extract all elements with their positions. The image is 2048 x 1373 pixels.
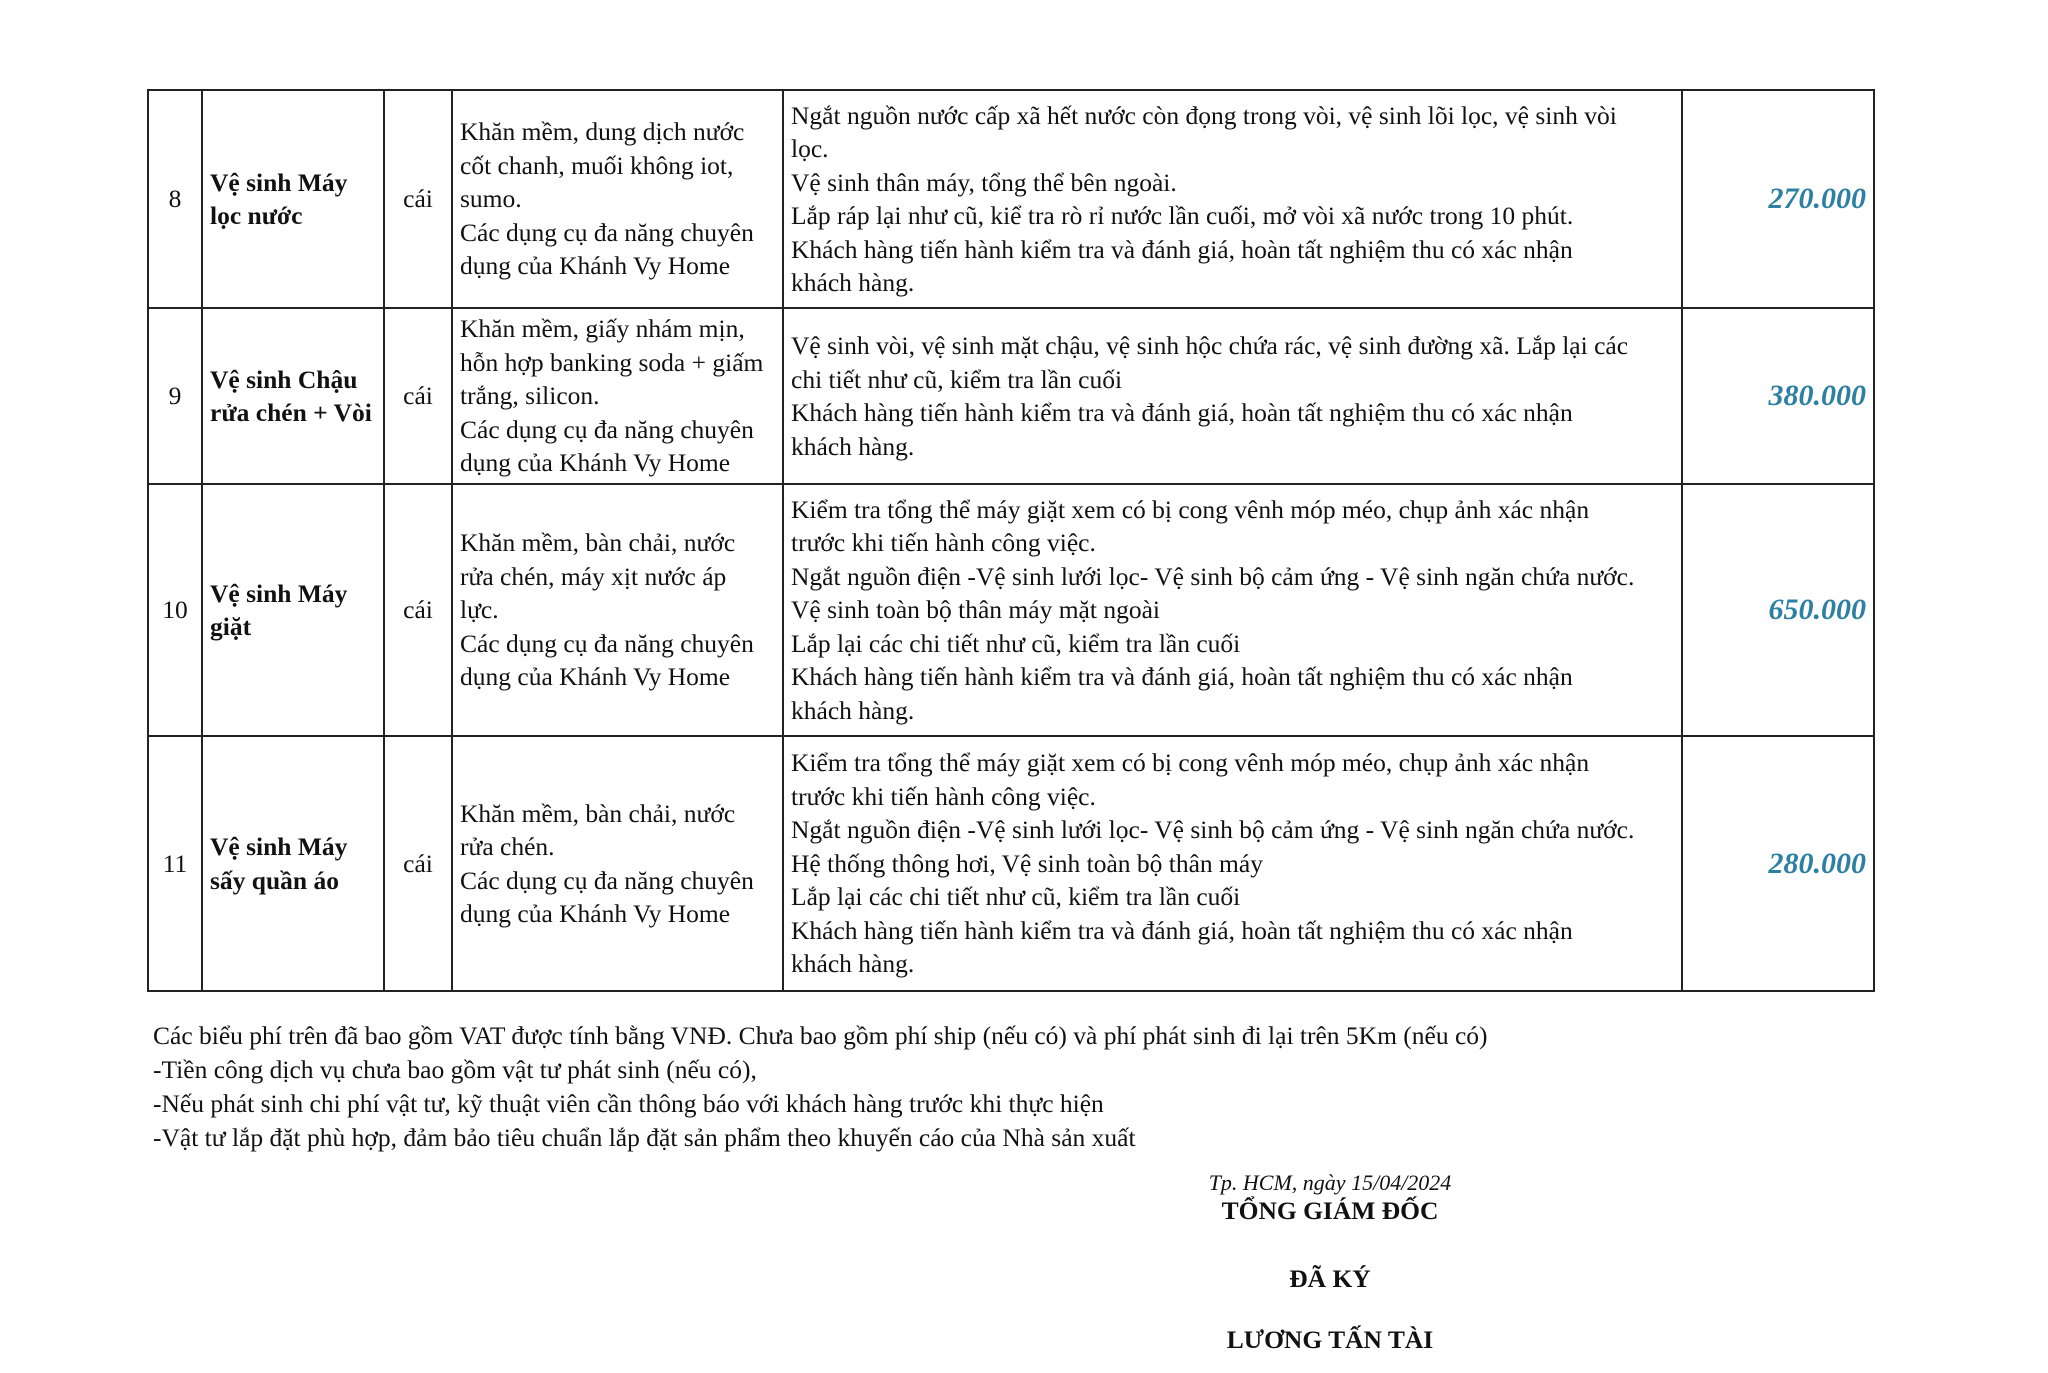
unit: cái [384,736,452,991]
description [783,308,1682,484]
materials [452,90,783,308]
materials-line: rửa chén. [460,832,555,861]
price-table [147,89,1875,992]
service-name [202,484,384,736]
materials-line: hỗn hợp banking soda + giấm [460,347,764,377]
description-line: Ngắt nguồn điện -Vệ sinh lưới lọc- Vệ sinh bộ cảm ứng - Vệ sinh ngăn chứa nước. [791,815,1635,845]
service-name-line: Vệ sinh Máy [210,578,348,608]
unit: cái [384,308,452,484]
unit: cái [384,484,452,736]
signature-place-date: Tp. HCM, ngày 15/04/2024 [1208,1170,1452,1195]
description-line: khách hàng. [791,431,915,461]
materials-line: rửa chén, máy xịt nước áp [460,561,727,591]
description-line: Khách hàng tiến hành kiểm tra và đánh giá, hoàn tất nghiệm thu có xác nhận [791,234,1573,264]
description-line: Vệ sinh vòi, vệ sinh mặt chậu, vệ sinh hộc chứa rác, vệ sinh đường xã. Lắp lại các [791,331,1629,360]
notes [153,1019,1488,1155]
table-row [148,308,1874,484]
materials-line: trắng, silicon. [460,381,600,411]
description-line: Khách hàng tiến hành kiểm tra và đánh giá, hoàn tất nghiệm thu có xác nhận [791,915,1573,945]
materials-line: Các dụng cụ đa năng chuyên [460,414,754,444]
description-line: khách hàng. [791,268,915,297]
service-name [202,736,384,991]
price: 270.000 [1682,90,1874,308]
materials-line: dụng của Khánh Vy Home [460,251,731,281]
description-line: lọc. [791,134,829,163]
description-line: Vệ sinh toàn bộ thân máy mặt ngoài [791,595,1160,625]
description-line: Vệ sinh thân máy, tổng thể bên ngoài. [791,167,1177,197]
row-number: 8 [148,90,202,308]
description-line: Khách hàng tiến hành kiểm tra và đánh giá, hoàn tất nghiệm thu có xác nhận [791,398,1573,427]
service-name-line: Vệ sinh Máy [210,832,348,861]
description [783,736,1682,991]
service-name-line: lọc nước [210,201,303,230]
note-line: -Nếu phát sinh chi phí vật tư, kỹ thuật viên cần thông báo với khách hàng trước khi thực hiện [153,1089,1104,1118]
materials-line: lực. [460,595,499,625]
description-line: Ngắt nguồn nước cấp xã hết nước còn đọng trong vòi, vệ sinh lõi lọc, vệ sinh vòi [791,100,1617,130]
description [783,484,1682,736]
table-row [148,736,1874,991]
materials [452,308,783,484]
description-line: khách hàng. [791,949,915,979]
note-line: -Tiền công dịch vụ chưa bao gồm vật tư phát sinh (nếu có), [153,1055,757,1084]
service-name-line: giặt [210,612,252,641]
service-name [202,90,384,308]
service-name-line: Vệ sinh Máy [210,167,348,197]
price: 380.000 [1682,308,1874,484]
description-line: trước khi tiến hành công việc. [791,781,1096,811]
table-row [148,90,1874,308]
note-line: -Vật tư lắp đặt phù hợp, đảm bảo tiêu chuẩn lắp đặt sản phẩm theo khuyến cáo của Nhà sản xuất [153,1123,1136,1152]
description-line: Lắp ráp lại như cũ, kiể tra rò rỉ nước lần cuối, mở vòi xã nước trong 10 phút. [791,201,1574,230]
row-number: 9 [148,308,202,484]
note-line: Các biểu phí trên đã bao gồm VAT được tính bằng VNĐ. Chưa bao gồm phí ship (nếu có) và phí phát sinh đi lại trên 5Km (nếu có) [153,1021,1488,1050]
materials [452,484,783,736]
row-number: 10 [148,484,202,736]
description-line: Ngắt nguồn điện -Vệ sinh lưới lọc- Vệ sinh bộ cảm ứng - Vệ sinh ngăn chứa nước. [791,561,1635,591]
service-name [202,308,384,484]
signature-name: LƯƠNG TẤN TÀI [1226,1325,1434,1354]
description [783,90,1682,308]
materials-line: Khăn mềm, giấy nhám mịn, [460,314,745,344]
materials-line: dụng của Khánh Vy Home [460,448,731,478]
materials-line: sumo. [460,184,522,214]
description-line: Hệ thống thông hơi, Vệ sinh toàn bộ thân máy [791,848,1263,878]
materials [452,736,783,991]
description-line: khách hàng. [791,695,915,725]
signature-title: TỔNG GIÁM ĐỐC [1221,1196,1439,1225]
materials-line: Khăn mềm, dung dịch nước [460,117,745,147]
signature-signed: ĐÃ KÝ [1289,1264,1371,1293]
description-line: Lắp lại các chi tiết như cũ, kiểm tra lần cuối [791,628,1241,658]
description-line: Khách hàng tiến hành kiểm tra và đánh giá, hoàn tất nghiệm thu có xác nhận [791,662,1573,692]
materials-line: Các dụng cụ đa năng chuyên [460,628,754,658]
materials-line: dụng của Khánh Vy Home [460,662,731,692]
service-name-line: sấy quần áo [210,865,339,895]
description-line: trước khi tiến hành công việc. [791,528,1096,558]
materials-line: dụng của Khánh Vy Home [460,899,731,928]
description-line: chi tiết như cũ, kiểm tra lần cuối [791,364,1123,394]
row-number: 11 [148,736,202,991]
materials-line: Khăn mềm, bàn chải, nước [460,528,736,558]
description-line: Kiểm tra tổng thể máy giặt xem có bị cong vênh móp méo, chụp ảnh xác nhận [791,748,1590,778]
materials-line: cốt chanh, muối không iot, [460,150,734,180]
service-name-line: Vệ sinh Chậu [210,364,358,394]
materials-line: Các dụng cụ đa năng chuyên [460,217,754,247]
description-line: Kiểm tra tổng thể máy giặt xem có bị cong vênh móp méo, chụp ảnh xác nhận [791,494,1590,524]
unit: cái [384,90,452,308]
price: 280.000 [1682,736,1874,991]
service-name-line: rửa chén + Vòi [210,398,372,427]
price: 650.000 [1682,484,1874,736]
table-row [148,484,1874,736]
materials-line: Khăn mềm, bàn chải, nước [460,798,736,828]
materials-line: Các dụng cụ đa năng chuyên [460,865,754,895]
description-line: Lắp lại các chi tiết như cũ, kiểm tra lần cuối [791,882,1241,912]
